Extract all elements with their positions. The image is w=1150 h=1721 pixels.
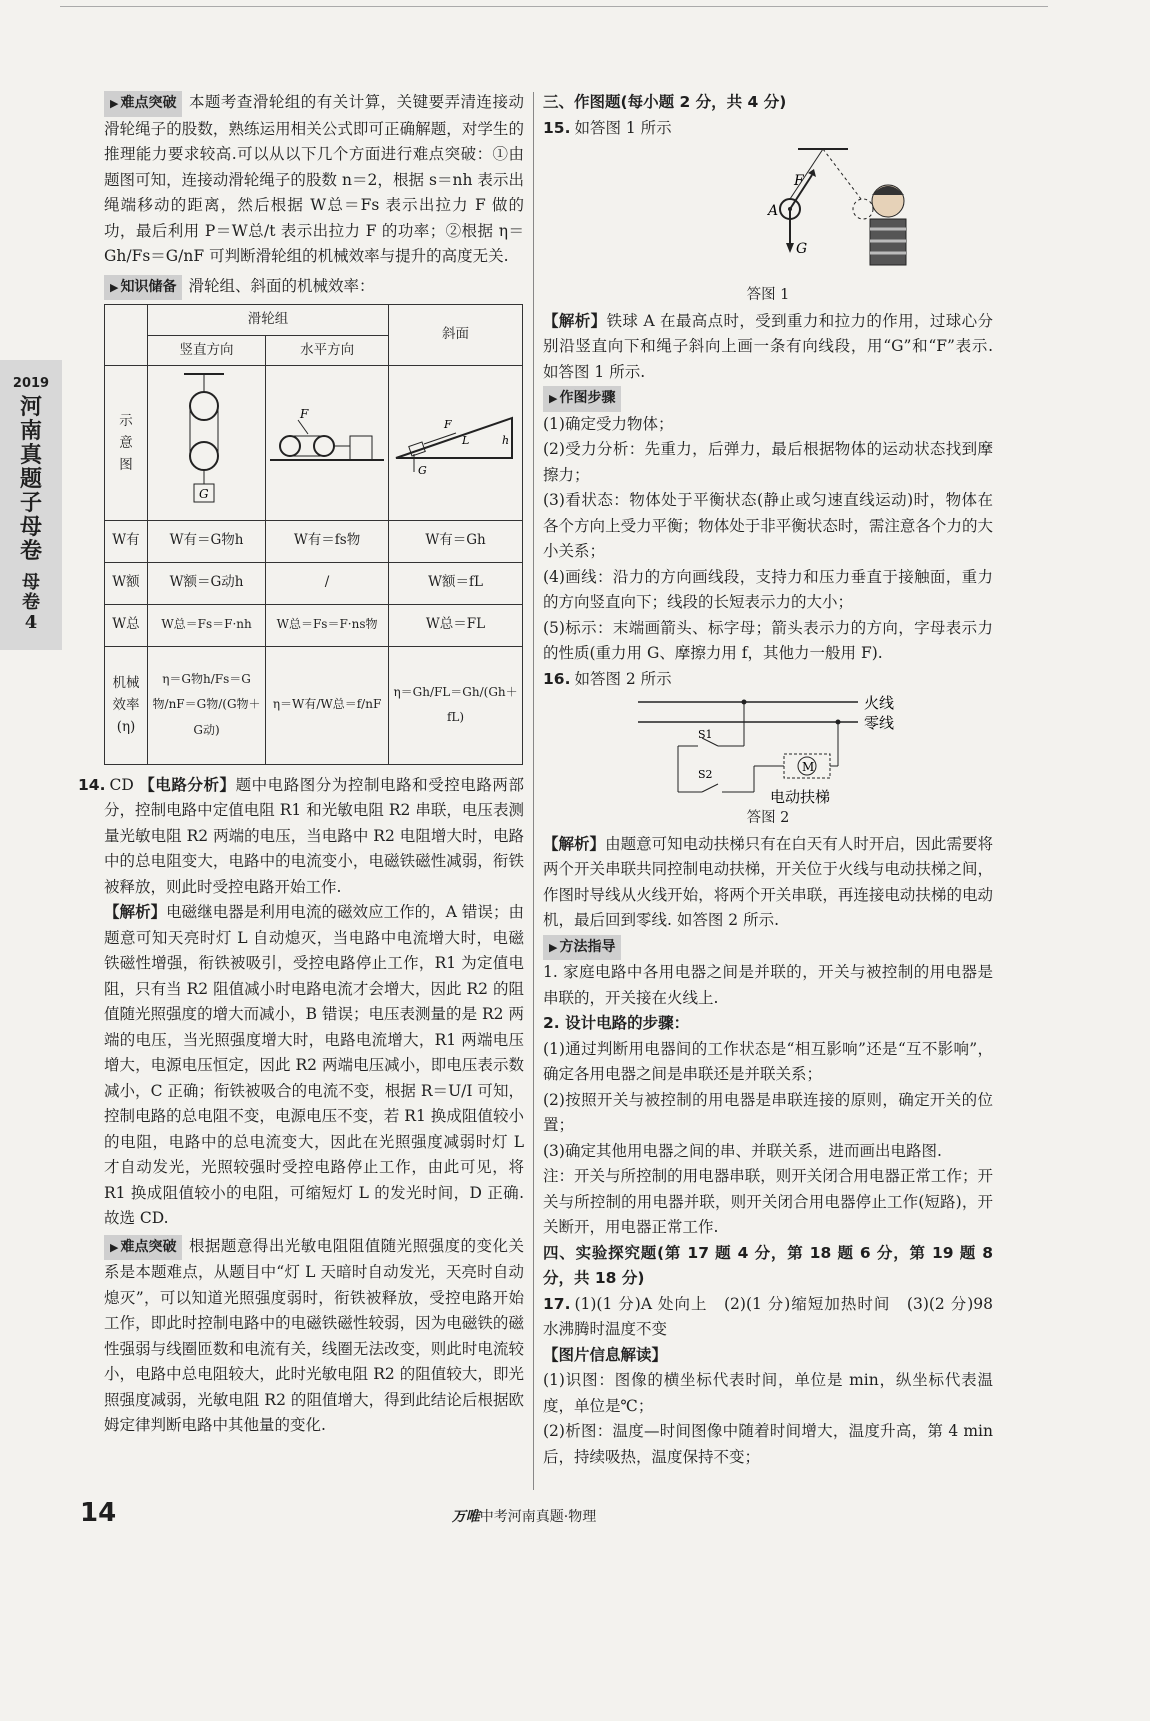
column-divider xyxy=(533,92,534,1490)
q16-line xyxy=(543,667,993,693)
q16-explain-block xyxy=(543,832,993,934)
drawing-steps-tag-line xyxy=(543,385,993,412)
svg-text:电动扶梯: 电动扶梯 xyxy=(770,788,831,806)
th-horizontal: 水平方向 xyxy=(266,335,389,366)
row-label-total: W总 xyxy=(105,604,148,646)
footer-text: 中考河南真题·物理 xyxy=(479,1509,597,1525)
q15-number: 15. xyxy=(543,118,571,137)
zhishi-tag: ▶ 知识储备 xyxy=(104,275,182,301)
q16-number: 16. xyxy=(543,669,571,688)
row-label-useful: W有 xyxy=(105,520,148,562)
banner-volume: 母卷4 xyxy=(22,572,40,633)
q14-explain-block xyxy=(104,900,524,1232)
vertical-pulley-icon xyxy=(154,368,259,508)
drawing-step: (3)看状态：物体处于平衡状态(静止或匀速直线运动)时，物体在各个方向上受力平衡；物体处于非平衡状态时，需注意各个力的大小关系； xyxy=(543,491,993,560)
nandian-tag: ▶ 难点突破 xyxy=(104,91,182,117)
svg-text:F: F xyxy=(443,418,452,431)
banner-title: 河南真题子母卷 xyxy=(19,394,42,564)
q15-explain-block xyxy=(543,309,993,386)
cell: η＝G物h/Fs＝G物/nF＝G物/(G物＋G动) xyxy=(148,646,266,764)
svg-text:零线: 零线 xyxy=(864,714,895,732)
q14-analysis-tag: 【电路分析】 xyxy=(139,775,236,794)
diagram-incline xyxy=(389,366,523,521)
cell: η＝Gh/FL＝Gh/(Gh＋fL) xyxy=(389,646,523,764)
q14-block xyxy=(78,773,524,901)
nandian-block-2 xyxy=(104,1234,524,1439)
figure-1-caption: 答图 1 xyxy=(746,287,790,303)
nandian2-text: 根据题意得出光敏电阻阻值随光照强度的变化关系是本题难点，从题目中“灯 L 天暗时自动发光，天亮时自动熄灭”，可以知道光照强度弱时，衔铁被释放，受控电路开始工作，即此时控制电路中的电磁铁磁性较弱，因为电磁铁的磁性强弱与线圈匝数和电流有关，线圈无法改变，则此时电流较小，电路中总电阻较大，此时光敏电阻 R2 的阻值较大，即光照强度减弱，光敏电阻 R2 的阻值增大，得到此结论后根据欧姆定律判断电路中其他量的变化. xyxy=(104,1236,524,1434)
method-tag-line xyxy=(543,934,993,961)
svg-text:G: G xyxy=(796,241,808,257)
q14-explain-tag: 【解析】 xyxy=(104,903,167,921)
method-step: (3)确定其他用电器之间的串、并联关系，进而画出电路图. xyxy=(543,1141,942,1160)
table-corner xyxy=(105,305,148,366)
th-incline: 斜面 xyxy=(389,305,523,366)
section-3-heading: 三、作图题(每小题 2 分，共 4 分) xyxy=(543,93,787,111)
boy-illustration xyxy=(870,185,906,265)
incline-icon xyxy=(392,398,520,478)
diagram-vertical-pulley xyxy=(148,366,266,521)
q15-explain-tag: 【解析】 xyxy=(543,311,607,330)
diagram-horizontal-pulley xyxy=(266,366,389,521)
q16-text: 如答图 2 所示 xyxy=(574,669,672,688)
cell: W额＝fL xyxy=(389,562,523,604)
svg-text:火线: 火线 xyxy=(864,694,895,712)
section-4-heading: 四、实验探究题(第 17 题 4 分，第 18 题 6 分，第 19 题 8 分，共 18 分) xyxy=(543,1243,993,1287)
nandian2-tag: ▶ 难点突破 xyxy=(104,1235,182,1261)
image-info-tag: 【图片信息解读】 xyxy=(543,1345,668,1364)
zhishi-text: 滑轮组、斜面的机械效率： xyxy=(188,276,375,295)
q14-analysis: 题中电路图分为控制电路和受控电路两部分，控制电路中定值电阻 R1 和光敏电阻 R2 串联，电压表测量光敏电阻 R2 两端的电压，当电路中 R2 电阻增大时，电路中的总电阻变大，电路中的电流变小，电磁铁磁性减弱，衔铁被释放，则此时受控电路开始工作. xyxy=(104,775,524,896)
q16-explain-tag: 【解析】 xyxy=(543,834,606,853)
figure-2-caption: 答图 2 xyxy=(746,810,790,826)
q14-answer: CD xyxy=(109,775,134,794)
svg-text:F: F xyxy=(300,407,309,421)
q16-explain: 由题意可知电动扶梯只有在白天有人时开启，因此需要将两个开关串联共同控制电动扶梯，开关位于火线与电动扶梯之间，作图时导线从火线开始，将两个开关串联，再连接电动扶梯的电动机，最后回到零线. 如答图 2 所示. xyxy=(543,834,993,929)
svg-text:G: G xyxy=(199,487,209,501)
nandian-block-1 xyxy=(104,90,524,270)
nandian-text: 本题考查滑轮组的有关计算，关键要弄清连接动滑轮绳子的股数，熟练运用相关公式即可正确解题，对学生的推理能力要求较高.可以从以下几个方面进行难点突破：①由题图可知，连接动滑轮绳子的股数 n＝2，根据 s＝nh 表示出绳端移动的距离，然后根据 W总＝Fs 表示出拉力 F 做的功，最后利用 P＝W总/t 表示出拉力 F 的功率；②根据 η＝Gh/Fs＝G/nF 可判断滑轮组的机械效率与提升的高度无关. xyxy=(104,93,524,265)
cell: / xyxy=(266,562,389,604)
image-info-point: (2)析图：温度—时间图像中随着时间增大，温度升高，第 4 min 后，持续吸热，温度保持不变； xyxy=(543,1422,993,1466)
drawing-step: (1)确定受力物体； xyxy=(543,414,674,433)
top-edge-line xyxy=(60,6,1048,7)
page-number: 14 xyxy=(80,1498,117,1528)
zhishi-block xyxy=(104,274,524,301)
answer-figure-2 xyxy=(608,694,928,806)
q17-text: (1)(1 分)A 处向上 (2)(1 分)缩短加热时间 (3)(2 分)98 水沸腾时温度不变 xyxy=(543,1294,1009,1338)
brand-logo: 万唯 xyxy=(451,1509,480,1525)
svg-text:M: M xyxy=(802,760,815,774)
row-label-diagram: 示意图 xyxy=(105,366,148,521)
drawing-step: (4)画线：沿力的方向画线段，支持力和压力垂直于接触面，重力的方向竖直向下；线段的长短表示力的大小； xyxy=(543,567,993,611)
drawing-steps-tag: ▶ 作图步骤 xyxy=(543,386,621,412)
th-vertical: 竖直方向 xyxy=(148,335,266,366)
svg-text:S2: S2 xyxy=(698,768,713,781)
q15-text: 如答图 1 所示 xyxy=(574,118,672,137)
svg-text:A: A xyxy=(768,203,779,219)
answer-figure-1 xyxy=(618,143,918,283)
cell: W总＝Fs＝F·nh xyxy=(148,604,266,646)
banner-year: 2019 xyxy=(12,376,50,391)
left-column xyxy=(78,90,524,1439)
th-pulley: 滑轮组 xyxy=(148,305,389,336)
drawing-step: (2)受力分析：先重力，后弹力，最后根据物体的运动状态找到摩擦力； xyxy=(543,440,993,484)
svg-text:F: F xyxy=(794,173,804,189)
svg-text:G: G xyxy=(417,464,427,477)
q14-explain: 电磁继电器是利用电流的磁效应工作的，A 错误；由题意可知天亮时灯 L 自动熄灭，当电路中电流增大时，电磁铁磁性增强，衔铁被吸引，受控电路停止工作，R1 为定值电阻，只有当 R2 阻值减小时电路电流才会增大，因此 R2 的阻值随光照强度的增大而减小，B 错误；电压表测量的是 R2 两端的电压，当光照强度增大时，电路电流增大，R1 两端电压增大，电源电压恒定，因此 R2 两端电压减小，即电压表示数减小，C 正确；衔铁被吸合的电流不变，根据 R＝U/I 可知，控制电路的总电阻不变，电源电压不变，若 R1 换成阻值较小的电阻，电路中的总电流变大，因此在光照强度减弱时灯 L 才自动发光，光照较强时受控电路停止工作，由此可见，将 R1 换成阻值较小的电阻，可缩短灯 L 的发光时间，D 正确. 故选 CD. xyxy=(104,903,524,1227)
image-info-point: (1)识图：图像的横坐标代表时间，单位是 min，纵坐标代表温度，单位是℃； xyxy=(543,1371,993,1415)
svg-text:L: L xyxy=(461,434,469,447)
drawing-step: (5)标示：末端画箭头、标字母；箭头表示力的方向，字母表示力的性质(重力用 G、摩擦力用 f，其他力一般用 F). xyxy=(543,618,993,662)
row-label-efficiency: 机械效率(η) xyxy=(105,646,148,764)
page-footer xyxy=(0,1506,1048,1526)
horizontal-pulley-icon xyxy=(268,398,386,478)
method-tag: ▶ 方法指导 xyxy=(543,935,621,961)
svg-text:S1: S1 xyxy=(698,728,713,741)
q17-number: 17. xyxy=(543,1294,571,1313)
method-step: (2)按照开关与被控制的用电器是串联连接的原则，确定开关的位置； xyxy=(543,1090,993,1134)
q17-line xyxy=(543,1292,1009,1343)
cell: W有＝fs物 xyxy=(266,520,389,562)
method-point: 2. 设计电路的步骤： xyxy=(543,1014,690,1032)
svg-text:h: h xyxy=(501,434,509,447)
side-banner xyxy=(0,360,62,650)
method-step: (1)通过判断用电器间的工作状态是“相互影响”还是“互不影响”，确定各用电器之间是串联还是并联关系； xyxy=(543,1039,993,1083)
cell: W额＝G动h xyxy=(148,562,266,604)
cell: η＝W有/W总＝f/nF xyxy=(266,646,389,764)
row-label-extra: W额 xyxy=(105,562,148,604)
q15-line xyxy=(543,116,993,142)
cell: W有＝Gh xyxy=(389,520,523,562)
method-point: 1. 家庭电路中各用电器之间是并联的，开关与被控制的用电器是串联的，开关接在火线上. xyxy=(543,963,993,1007)
method-note: 注：开关与所控制的用电器串联，则开关闭合用电器正常工作；开关与所控制的用电器并联，则开关闭合用电器停止工作(短路)，开关断开，用电器正常工作. xyxy=(543,1167,993,1236)
q15-explain: 铁球 A 在最高点时，受到重力和拉力的作用，过球心分别沿竖直向下和绳子斜向上画一条有向线段，用“G”和“F”表示. 如答图 1 所示. xyxy=(543,311,993,381)
q14-number: 14. xyxy=(78,775,106,794)
efficiency-table xyxy=(104,304,523,765)
cell: W总＝Fs＝F·ns物 xyxy=(266,604,389,646)
cell: W总＝FL xyxy=(389,604,523,646)
cell: W有＝G物h xyxy=(148,520,266,562)
right-column xyxy=(543,90,1009,1470)
